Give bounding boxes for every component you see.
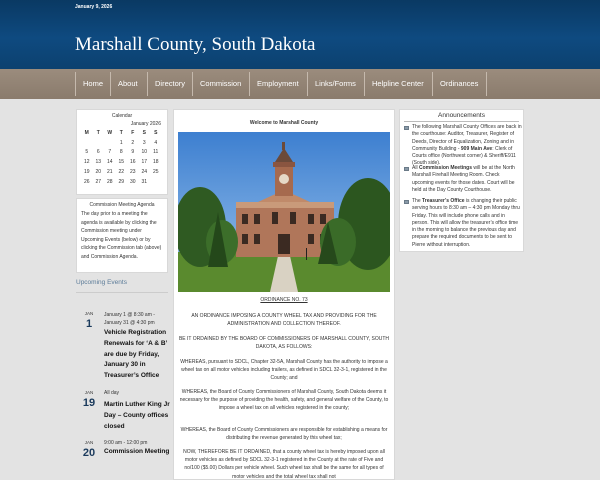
event-title-link[interactable]: Martin Luther King Jr Day – County offices closed — [104, 401, 170, 430]
nav-separator — [432, 72, 433, 96]
event-day: 1 — [85, 318, 93, 330]
agenda-text: The day prior to a meeting the agenda is available by clicking the Commission meeting under Upcoming Events (below) or by clicking the Commission tab (above) and Commission Agenda. — [81, 211, 162, 260]
nav-separator — [75, 72, 76, 96]
calendar-week — [81, 148, 162, 158]
calendar-day[interactable]: 18 — [152, 159, 159, 166]
divider — [404, 121, 519, 122]
ordinance-paragraph: AN ORDINANCE IMPOSING A COUNTY WHEEL TAX AND PROVIDING FOR THE ADMINISTRATION AND COLLECTION THEREOF. — [191, 313, 377, 328]
calendar-day[interactable]: 21 — [106, 169, 113, 176]
event-time-display: January 1 @ 8:30 am - January 31 @ 4:30 pm — [104, 312, 155, 326]
weekday-label: F — [131, 129, 135, 136]
calendar-day[interactable]: 15 — [118, 159, 125, 166]
calendar-label: Calendar — [111, 113, 133, 119]
announcements-heading: Announcements — [438, 112, 485, 119]
nav-separator — [307, 72, 308, 96]
calendar-grid — [81, 128, 162, 187]
calendar-day[interactable]: 25 — [152, 169, 159, 176]
bullet-icon — [404, 126, 409, 130]
calendar-day[interactable]: 30 — [129, 178, 136, 185]
calendar-day[interactable]: 16 — [129, 159, 136, 166]
announcement-text: The Treasurer’s Office is changing their public serving hours to 8:30 am – 4:30 pm Monday thru Friday. This will include phone calls and in person. This will allow the treasurer’s office time in the morning to balance the previous day and prepare the required documents to be sent to Pierre without interruption. — [412, 198, 520, 248]
calendar-week — [81, 138, 162, 148]
weekday-label: T — [96, 129, 100, 136]
calendar-day[interactable]: 11 — [153, 149, 159, 156]
event-time: All day — [104, 390, 120, 396]
event-month: JAN — [84, 440, 94, 445]
courthouse-illustration — [178, 132, 390, 292]
event-day: 20 — [82, 447, 96, 459]
header-date: January 9, 2026 — [75, 4, 113, 10]
nav-separator — [486, 72, 487, 96]
ordinance-paragraph: WHEREAS, the Board of County Commissioners are responsible for establishing a means for distributing the revenue generated by this wheel tax; — [180, 427, 388, 442]
nav-commission[interactable]: Commission — [200, 79, 242, 88]
weekday-label: W — [107, 129, 113, 136]
calendar-day — [81, 138, 93, 148]
nav-separator — [364, 72, 365, 96]
calendar-month: January 2026 — [130, 121, 161, 127]
nav-separator — [110, 72, 111, 96]
nav-separator — [249, 72, 250, 96]
nav-separator — [147, 72, 148, 96]
calendar-day[interactable]: 20 — [95, 169, 102, 176]
event-day: 19 — [82, 397, 96, 409]
calendar-day[interactable]: 31 — [141, 178, 148, 185]
calendar-day[interactable]: 1 — [119, 139, 123, 146]
main-content — [173, 109, 395, 480]
calendar-day — [104, 138, 116, 148]
weekday-label: T — [119, 129, 123, 136]
weekday-label: M — [84, 129, 89, 136]
calendar-day — [93, 138, 105, 148]
calendar-day[interactable]: 5 — [85, 149, 89, 156]
calendar-day[interactable]: 7 — [108, 149, 112, 156]
ordinance-paragraph: NOW, THEREFORE BE IT ORDAINED, that a county wheel tax is hereby imposed upon all motor vehicles as defined by SDCL 32-3-1 registered in the County at the rate of Five and no/100 ($5.00) Dollars per vehicle wheel. Such wheel tax shall be the same for all types of motor vehicles and the total wheel tax shall not — [183, 449, 385, 480]
calendar-day[interactable]: 4 — [154, 139, 158, 146]
calendar-week — [81, 157, 162, 167]
nav-employment[interactable]: Employment — [257, 79, 299, 88]
announcements-widget — [399, 109, 524, 252]
calendar-day[interactable]: 3 — [142, 139, 146, 146]
event-title-link[interactable]: Commission Meeting — [104, 448, 170, 455]
site-title[interactable]: Marshall County, South Dakota — [75, 34, 316, 55]
calendar-day[interactable]: 17 — [141, 159, 148, 166]
nav-directory[interactable]: Directory — [155, 79, 186, 88]
calendar-day[interactable]: 13 — [95, 159, 102, 166]
bullet-icon — [404, 167, 409, 171]
calendar-day[interactable]: 12 — [83, 159, 90, 166]
event-title-link[interactable]: Vehicle Registration Renewals for ‘A & B’ are due by Friday, January 30 in Treasurer’s Office — [104, 329, 167, 380]
weekday-label: S — [154, 129, 158, 136]
nav-ordinances[interactable]: Ordinances — [440, 79, 479, 88]
upcoming-events-heading: Upcoming Events — [76, 279, 127, 286]
calendar-day[interactable]: 29 — [118, 178, 125, 185]
ordinance-paragraph: WHEREAS, the Board of County Commissioners of Marshall County, South Dakota deems it necessary for the purpose of providing the health, safety, and general welfare of the County, to impose a wheel tax on all vehicles registered in the county; — [179, 389, 389, 412]
courthouse-photo — [178, 132, 390, 292]
calendar-weekday-row — [81, 128, 162, 138]
page-title: Welcome to Marshall County — [249, 120, 319, 126]
ordinance-number: ORDINANCE NO. 73 — [260, 297, 308, 303]
calendar-day[interactable]: 26 — [83, 178, 90, 185]
calendar-day[interactable]: 28 — [106, 178, 113, 185]
bullet-icon — [404, 200, 409, 204]
calendar-day[interactable]: 6 — [96, 149, 100, 156]
calendar-day[interactable]: 27 — [95, 178, 102, 185]
calendar-day[interactable]: 19 — [83, 169, 90, 176]
calendar-day[interactable]: 2 — [131, 139, 135, 146]
calendar-day[interactable]: 8 — [119, 149, 123, 156]
event-month: JAN — [84, 390, 94, 395]
nav-helpline-center[interactable]: Helpline Center — [372, 79, 424, 88]
commission-agenda-widget — [76, 198, 168, 273]
calendar-day — [150, 177, 162, 187]
calendar-day[interactable]: 22 — [118, 169, 125, 176]
calendar-day[interactable]: 24 — [141, 169, 148, 176]
nav-home[interactable]: Home — [83, 79, 104, 88]
weekday-label: S — [142, 129, 146, 136]
nav-links-forms[interactable]: Links/Forms — [315, 79, 356, 88]
announcement-text: The following Marshall County Offices are back in the courthouse: Auditor, Treasurer, Register of Deeds, Director of Equalization, Zoning and in Community Building - 909 Main Ave: Clerk of Courts office (Northwest corner) & Sheriff/E911 (South side). — [412, 124, 522, 167]
calendar-week — [81, 167, 162, 177]
event-month: JAN — [84, 311, 94, 316]
nav-about[interactable]: About — [118, 79, 138, 88]
main-nav — [0, 69, 600, 99]
calendar-day[interactable]: 9 — [131, 149, 135, 156]
calendar-week — [81, 177, 162, 187]
event-time: 9:00 am - 12:00 pm — [104, 440, 148, 446]
ordinance-paragraph: WHEREAS, pursuant to SDCL, Chapter 32-5A, Marshall County has the authority to impose a wheel tax on all motor vehicles including trailers, as defined in SDCL 32-3-1, registered in the County; and — [180, 359, 388, 382]
site-header — [0, 0, 600, 69]
nav-separator — [192, 72, 193, 96]
calendar-day[interactable]: 14 — [106, 159, 113, 166]
divider — [76, 292, 168, 293]
announcement-text: All Commission Meetings will be at the North Marshall Firehall Meeting Room. Check upcoming events for those dates. Court will be held at the Day County Courthouse. — [412, 165, 515, 193]
calendar-day[interactable]: 10 — [141, 149, 148, 156]
calendar-day[interactable]: 23 — [129, 169, 136, 176]
agenda-title: Commission Meeting Agenda — [89, 202, 155, 208]
ordinance-paragraph: BE IT ORDAINED BY THE BOARD OF COMMISSIONERS OF MARSHALL COUNTY, SOUTH DAKOTA, AS FOLLOWS: — [178, 336, 390, 351]
calendar-widget — [76, 109, 168, 195]
